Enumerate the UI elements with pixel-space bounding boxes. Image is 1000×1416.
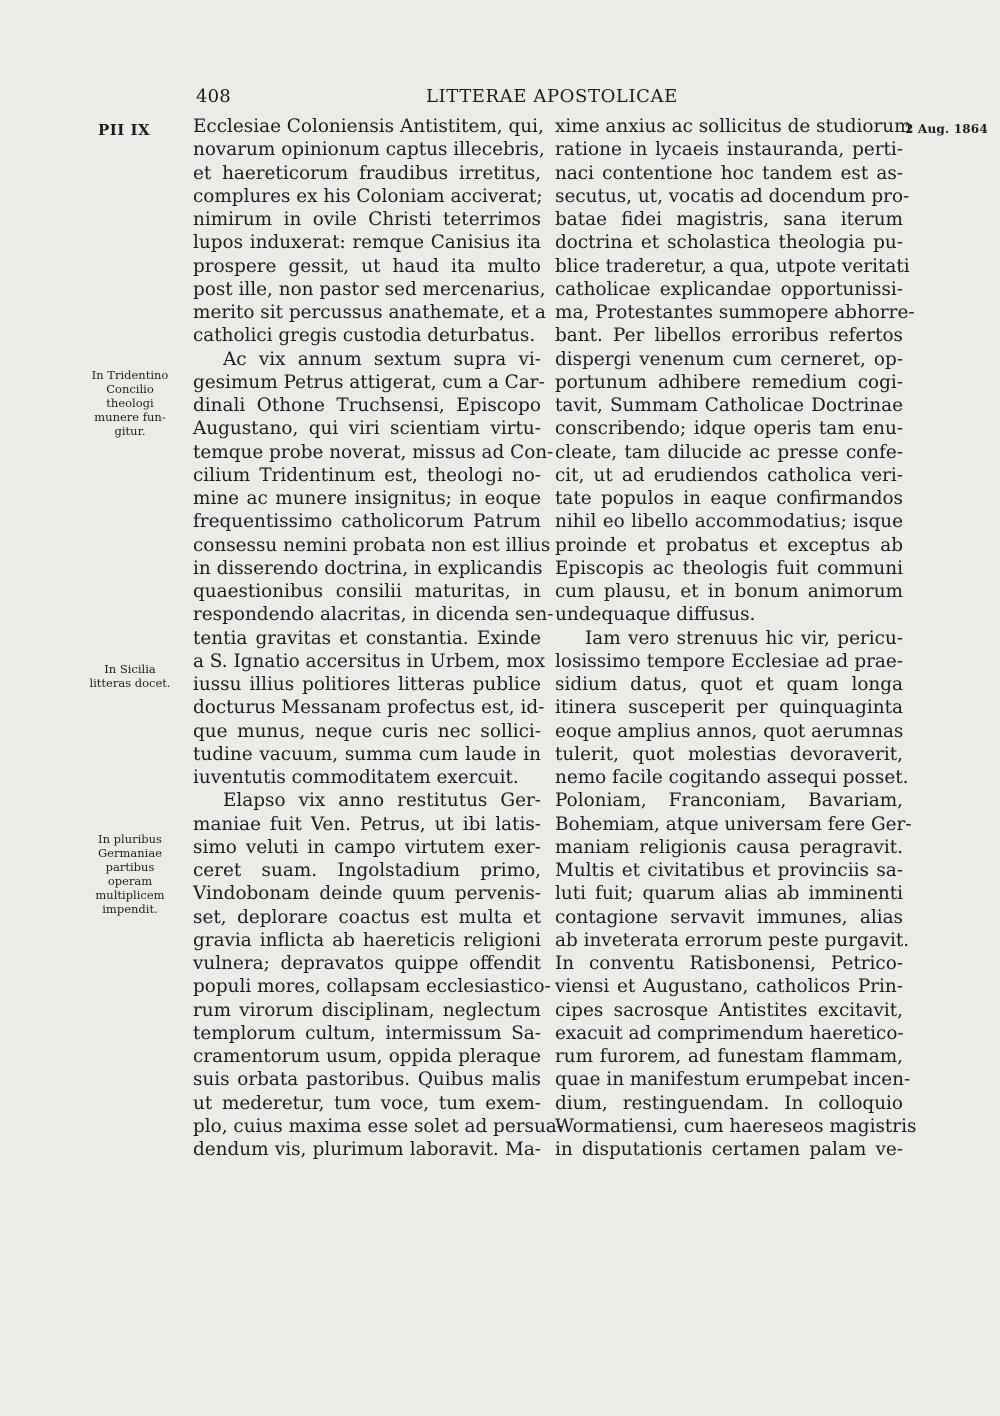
text-line: plo, cuius maxima esse solet ad persua- <box>193 1115 563 1137</box>
side-note-line: gitur. <box>114 424 146 438</box>
text-line: undequaque diffusus. <box>555 604 756 626</box>
text-line: catholici gregis custodia deturbatus. <box>193 325 536 347</box>
text-line: portunum adhibere remedium cogi- <box>555 371 903 393</box>
side-note-line: munere fun- <box>94 410 166 424</box>
text-line: ab inveterata errorum peste purgavit. <box>555 929 910 951</box>
date-label: 2 Aug. 1864 <box>905 122 988 136</box>
text-line: xime anxius ac sollicitus de studiorum <box>555 116 912 137</box>
side-note-line: In pluribus <box>98 832 162 846</box>
side-note-tridentino <box>80 368 180 438</box>
text-line: rum virorum disciplinam, neglectum <box>193 999 541 1021</box>
text-line: dium, restinguendam. In colloquio <box>555 1092 903 1114</box>
text-line: dinali Othone Truchsensi, Episcopo <box>193 395 541 416</box>
text-line: dispergi venenum cum cerneret, op- <box>555 348 903 370</box>
text-line: sidium datus, quot et quam longa <box>555 674 903 695</box>
text-line: Ac vix annum sextum supra vi- <box>223 348 541 370</box>
text-line: mine ac munere insignitus; in eoque <box>193 488 541 509</box>
text-line: naci contentione hoc tandem est as- <box>555 162 903 184</box>
text-line: temque probe noverat, missus ad Con- <box>193 441 554 463</box>
text-line: losissimo tempore Ecclesiae ad prae- <box>555 650 903 672</box>
text-line: que munus, neque curis nec sollici- <box>193 720 541 742</box>
text-line: gravia inflicta ab haereticis religioni <box>193 929 541 951</box>
text-line: maniae fuit Ven. Petrus, ut ibi latis- <box>193 813 541 835</box>
text-line: Elapso vix anno restitutus Ger- <box>223 790 541 812</box>
side-note-line: litteras docet. <box>89 676 171 690</box>
text-line: proinde et probatus et exceptus ab <box>555 534 903 556</box>
text-line: rum furorem, ad funestam flammam, <box>555 1046 903 1067</box>
text-line: Wormatiensi, cum haereseos magistris <box>555 1115 917 1137</box>
text-line: consessu nemini probata non est illius <box>193 534 551 556</box>
text-line: Augustano, qui viri scientiam virtu- <box>193 418 541 440</box>
text-line: Multis et civitatibus et provinciis sa- <box>555 860 903 881</box>
text-line: et haereticorum fraudibus irretitus, <box>193 162 541 184</box>
text-line: batae fidei magistris, sana iterum <box>555 209 903 230</box>
text-line: complures ex his Coloniam acciverat; <box>193 185 543 207</box>
side-note-line: Germaniae <box>98 846 162 860</box>
text-line: Iam vero strenuus hic vir, pericu- <box>585 627 903 649</box>
text-line: cilium Tridentinum est, theologi no- <box>193 464 541 486</box>
text-line: ceret suam. Ingolstadium primo, <box>193 860 541 881</box>
text-line: populi mores, collapsam ecclesiastico- <box>193 976 551 998</box>
text-line: lupos induxerat: remque Canisius ita <box>193 232 541 254</box>
text-line: cleate, tam dilucide ac presse confe- <box>555 441 903 463</box>
left-text-column <box>193 115 563 1161</box>
side-note-line: In Tridentino <box>91 368 169 382</box>
text-line: novarum opinionum captus illecebris, <box>193 139 545 161</box>
text-line: vulnera; depravatos quippe offendit <box>193 953 541 974</box>
text-line: simo veluti in campo virtutem exer- <box>193 836 541 858</box>
running-head: LITTERAE APOSTOLICAE <box>426 86 678 107</box>
text-line: tate populos in eaque confirmandos <box>555 488 903 509</box>
side-note-germania <box>80 832 180 916</box>
side-note-line: impendit. <box>102 902 158 916</box>
text-line: in disputationis certamen palam ve- <box>555 1139 903 1160</box>
text-line: in disserendo doctrina, in explicandis <box>193 557 543 579</box>
side-note-line: partibus <box>105 860 155 874</box>
text-line: viensi et Augustano, catholicos Prin- <box>555 976 903 998</box>
text-line: quaestionibus consilii maturitas, in <box>193 581 541 602</box>
text-line: respondendo alacritas, in dicenda sen- <box>193 604 554 626</box>
text-line: iuventutis commoditatem exercuit. <box>193 767 519 788</box>
text-line: Episcopis ac theologis fuit communi <box>555 557 903 579</box>
side-note-line: operam <box>107 874 153 888</box>
text-line: contagione servavit immunes, alias <box>555 906 903 928</box>
text-line: merito sit percussus anathemate, et a <box>193 302 546 323</box>
text-line: nimirum in ovile Christi teterrimos <box>193 209 541 230</box>
text-line: dendum vis, plurimum laboravit. Ma- <box>193 1139 541 1160</box>
text-line: maniam religionis causa peragravit. <box>555 836 903 858</box>
text-line: ut mederetur, tum voce, tum exem- <box>193 1092 541 1114</box>
text-line: tulerit, quot molestias devoraverit, <box>555 743 903 765</box>
text-line: Vindobonam deinde quum pervenis- <box>193 883 541 905</box>
side-note-line: theologi <box>106 396 154 410</box>
text-line: quae in manifestum erumpebat incen- <box>555 1069 911 1091</box>
text-line: post ille, non pastor sed mercenarius, <box>193 278 546 300</box>
text-line: tudine vacuum, summa cum laude in <box>193 743 541 765</box>
text-line: docturus Messanam profectus est, id- <box>193 697 545 719</box>
right-text-column <box>555 115 917 1161</box>
text-line: prospere gessit, ut haud ita multo <box>193 255 541 277</box>
text-line: catholicae explicandae opportunissi- <box>555 278 903 300</box>
text-line: blice traderetur, a qua, utpote veritati <box>555 255 910 277</box>
text-line: cipes sacrosque Antistites excitavit, <box>555 999 903 1021</box>
side-note-sicilia <box>80 662 180 690</box>
text-line: doctrina et scholastica theologia pu- <box>555 232 903 254</box>
text-line: frequentissimo catholicorum Patrum <box>193 511 541 533</box>
pope-label: PII IX <box>98 121 151 139</box>
page-number: 408 <box>196 86 231 107</box>
text-line: cit, ut ad erudiendos catholica veri- <box>555 464 903 486</box>
text-line: tentia gravitas et constantia. Exinde <box>193 627 541 649</box>
text-line: ma, Protestantes summopere abhorre- <box>555 302 915 323</box>
side-note-line: In Sicilia <box>104 662 156 676</box>
text-line: conscribendo; idque operis tam enu- <box>555 418 903 440</box>
text-line: Bohemiam, atque universam fere Ger- <box>555 813 912 835</box>
text-line: gesimum Petrus attigerat, cum a Car- <box>193 371 545 393</box>
text-line: cum plausu, et in bonum animorum <box>555 581 903 602</box>
text-line: secutus, ut, vocatis ad docendum pro- <box>555 185 910 207</box>
side-note-line: multiplicem <box>95 888 165 902</box>
text-line: bant. Per libellos erroribus refertos <box>555 325 903 347</box>
text-line: Ecclesiae Coloniensis Antistitem, qui, <box>193 116 544 137</box>
text-line: ratione in lycaeis instauranda, perti- <box>555 139 903 161</box>
text-line: nihil eo libello accommodatius; isque <box>555 511 903 533</box>
text-line: cramentorum usum, oppida pleraque <box>193 1046 541 1067</box>
text-line: eoque amplius annos, quot aerumnas <box>555 720 904 742</box>
text-line: Poloniam, Franconiam, Bavariam, <box>555 790 903 812</box>
text-line: luti fuit; quarum alias ab imminenti <box>555 883 903 905</box>
text-line: templorum cultum, intermissum Sa- <box>193 1022 541 1044</box>
text-line: In conventu Ratisbonensi, Petrico- <box>555 953 903 974</box>
text-line: a S. Ignatio accersitus in Urbem, mox <box>193 650 546 672</box>
text-line: iussu illius politiores litteras publice <box>193 674 541 695</box>
text-line: tavit, Summam Catholicae Doctrinae <box>555 395 903 416</box>
text-line: nemo facile cogitando assequi posset. <box>555 767 909 788</box>
side-note-line: Concilio <box>106 382 154 396</box>
text-line: set, deplorare coactus est multa et <box>193 906 541 928</box>
text-line: itinera susceperit per quinquaginta <box>555 697 903 719</box>
text-line: exacuit ad comprimendum haeretico- <box>555 1022 904 1044</box>
text-line: suis orbata pastoribus. Quibus malis <box>193 1069 541 1091</box>
